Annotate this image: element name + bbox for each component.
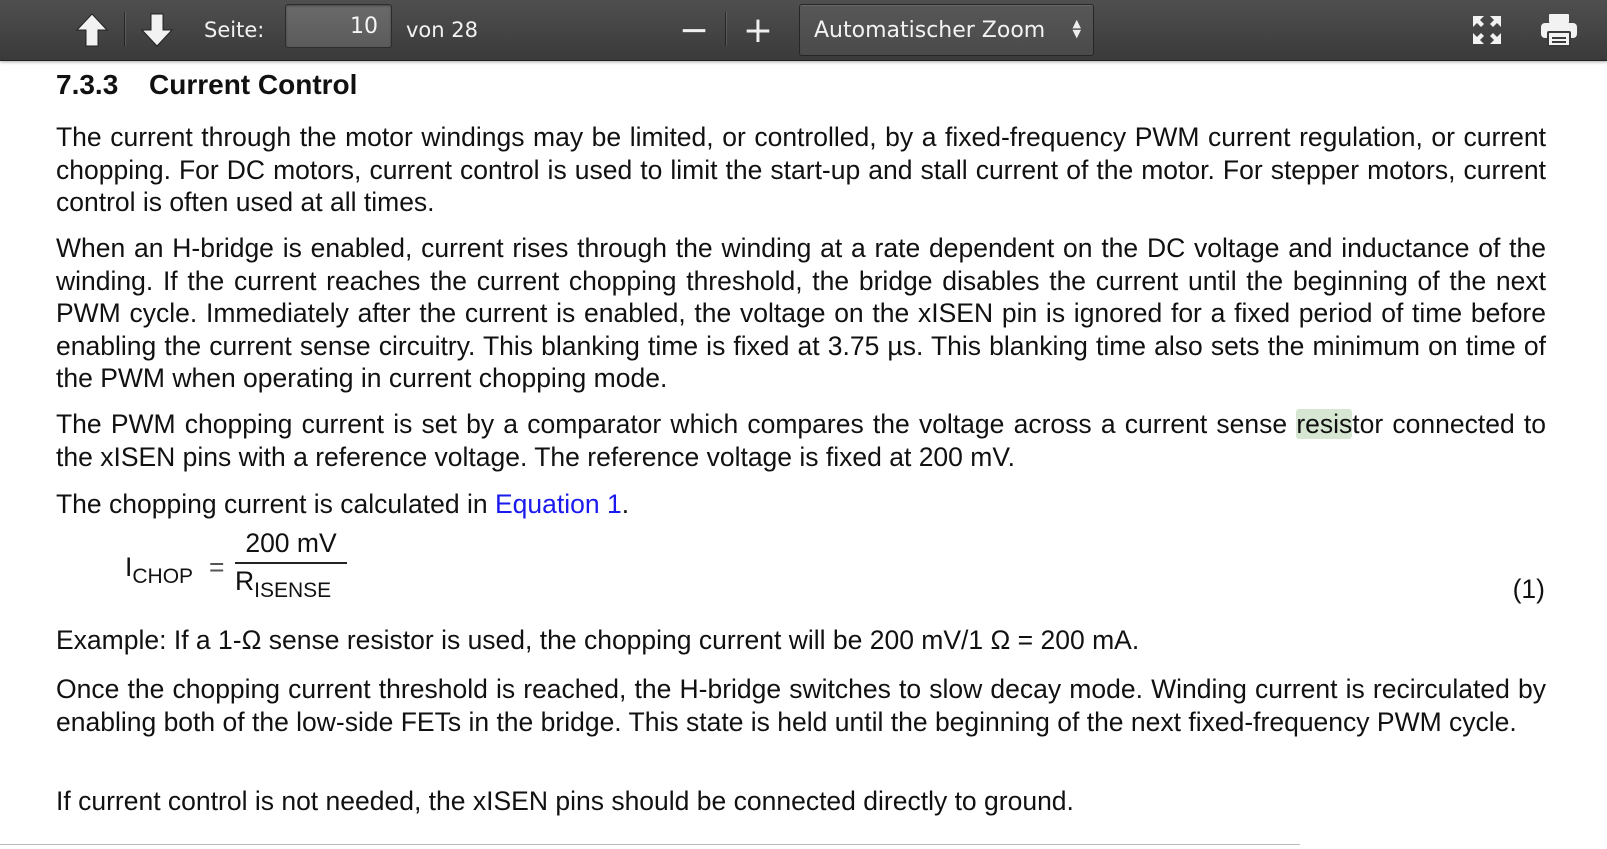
print-button[interactable] [1535, 0, 1583, 60]
toolbar-separator [124, 12, 125, 46]
paragraph-slow-decay: Once the chopping current threshold is reached, the H-bridge switches to slow decay mode. Winding current is recirculated by enabling both of the low-side FETs in the bridge. This state is held until the beginning of the next fixed-frequency PWM cycle. [56, 674, 1546, 737]
select-arrows-icon: ▲ ▼ [1072, 17, 1081, 40]
page-bottom-border [0, 844, 1300, 845]
zoom-out-button[interactable] [676, 0, 712, 60]
equation-numerator: 200 mV [245, 528, 337, 558]
section-number: 7.3.3 [56, 69, 119, 100]
section-title: Current Control [149, 69, 358, 100]
page-label: Seite: [204, 18, 265, 42]
zoom-select-value: Automatischer Zoom [814, 17, 1046, 43]
print-icon [1539, 12, 1579, 48]
arrow-down-icon [140, 12, 174, 48]
pdf-toolbar [0, 0, 1607, 61]
plus-icon: + [742, 9, 774, 51]
next-page-button[interactable] [135, 0, 179, 60]
previous-page-button[interactable] [70, 0, 114, 60]
paragraph-intro: The current through the motor windings may be limited, or controlled, by a fixed-frequency PWM current regulation, or current chopping. For DC motors, current control is used to limit the start-up and stall current of the motor. For stepper motors, current control is often used at all times. [56, 122, 1546, 217]
fullscreen-icon [1471, 14, 1503, 46]
page-count: von 28 [406, 18, 478, 42]
search-highlight: resis [1296, 409, 1353, 439]
zoom-select[interactable] [799, 4, 1094, 56]
equation-link[interactable]: Equation 1 [494, 489, 622, 519]
equation-fraction [235, 528, 347, 603]
paragraph-example: Example: If a 1-Ω sense resistor is used, the chopping current will be 200 mV/1 Ω = 200 mA. [56, 625, 1140, 655]
arrow-up-icon [75, 12, 109, 48]
equation-1 [125, 528, 1545, 608]
equation-denominator: $R_{ISENSE}$ [235, 566, 332, 602]
section-heading [56, 69, 357, 101]
pdf-page [0, 61, 1607, 849]
paragraph-h-bridge: When an H-bridge is enabled, current rises through the winding at a rate dependent on the DC voltage and inductance of the winding. If the current reaches the current chopping threshold, the bridge disables the current until the beginning of the next PWM cycle. Immediately after the current is enabled, the voltage on the xISEN pin is ignored for a fixed period of time before enabling the current sense circuitry. This blanking time is fixed at 3.75 µs. This blanking time also sets the minimum on time of the PWM when operating in current chopping mode. [56, 233, 1546, 393]
presentation-mode-button[interactable] [1465, 0, 1509, 60]
page-number-input[interactable] [285, 4, 392, 48]
equation-lhs: $I_{CHOP}$ [125, 552, 194, 588]
zoom-in-button[interactable] [740, 0, 776, 60]
minus-icon: − [678, 9, 710, 51]
paragraph-comparator: The PWM chopping current is set by a comparator which compares the voltage across a current sense resistor connected to the xISEN pins with a reference voltage. The reference voltage is fixed at 200 mV. [56, 409, 1546, 472]
equation-number: (1) [1512, 574, 1545, 604]
paragraph-equation-ref: The chopping current is calculated in Equation 1. [56, 489, 630, 519]
equation-equals: = [209, 552, 225, 582]
paragraph-ground: If current control is not needed, the xISEN pins should be connected directly to ground. [56, 786, 1074, 816]
toolbar-separator [725, 12, 726, 46]
